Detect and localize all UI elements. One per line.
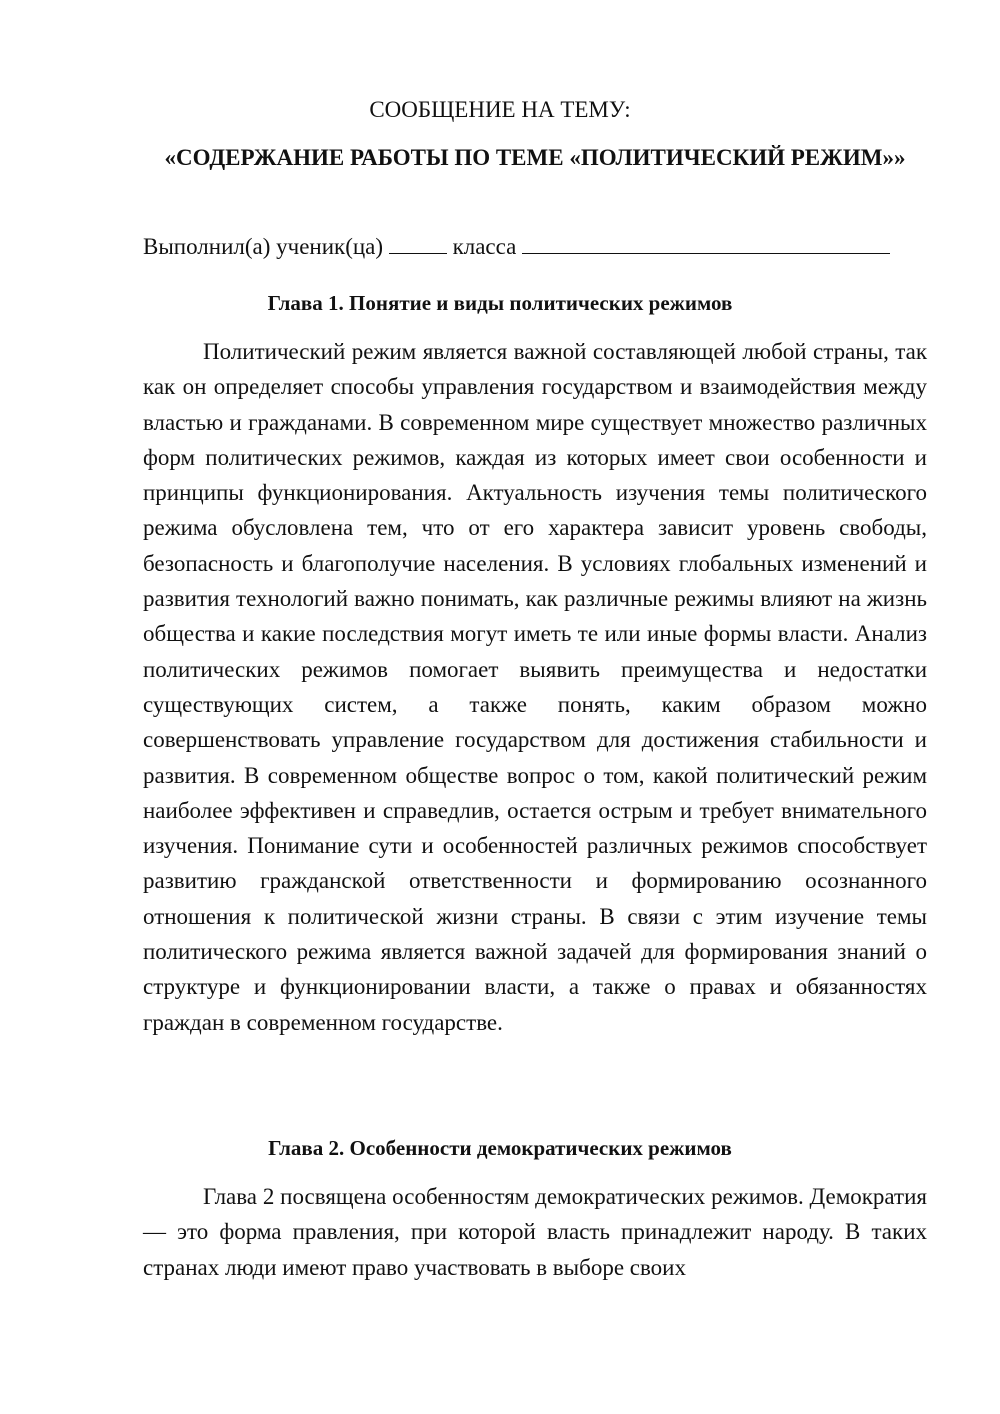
- document-title: «СОДЕРЖАНИЕ РАБОТЫ ПО ТЕМЕ «ПОЛИТИЧЕСКИЙ РЕЖИМ»»: [164, 145, 906, 170]
- chapter-1-heading: Глава 1. Понятие и виды политических режимов: [267, 291, 733, 315]
- student-name-blank[interactable]: [522, 231, 890, 254]
- chapter-1-paragraph: Политический режим является важной составляющей любой страны, так как он определяет способы управления государством и взаимодействия между властью и гражданами. В современном мире существует множество различных форм политических режимов, каждая из которых имеет свои особенности и принципы функционирования. Актуальность изучения темы политического режима обусловлена тем, что от его характера зависит уровень свободы, безопасность и благополучие населения. В условиях глобальных изменений и развития технологий важно понимать, как различные режимы влияют на жизнь общества и какие последствия могут иметь те или иные формы власти. Анализ политических режимов помогает выявить преимущества и недостатки существующих систем, а также понять, каким образом можно совершенствовать управление государством для достижения стабильности и развития. В современном обществе вопрос о том, какой политический режим наиболее эффективен и справедлив, остается острым и требует внимательного изучения. Понимание сути и особенностей различных режимов способствует развитию гражданской ответственности и формированию осознанного отношения к политической жизни страны. В связи с этим изучение темы политического режима является важной задачей для формирования знаний о структуре и функционировании власти, а также о правах и обязанностях граждан в современном государстве.: [143, 339, 927, 1035]
- chapter-2-heading: Глава 2. Особенности демократических режимов: [268, 1136, 732, 1160]
- class-label: класса: [452, 234, 517, 259]
- author-line: [143, 231, 933, 263]
- topic-line: СООБЩЕНИЕ НА ТЕМУ:: [369, 97, 631, 122]
- chapter-2-paragraph: Глава 2 посвящена особенностям демократических режимов. Демократия — это форма правления, при которой власть принадлежит народу. В таких странах люди имеют право участвовать в выборе своих: [143, 1184, 927, 1280]
- class-number-blank[interactable]: [389, 231, 447, 254]
- performed-by-label: Выполнил(а) ученик(ца): [143, 234, 384, 259]
